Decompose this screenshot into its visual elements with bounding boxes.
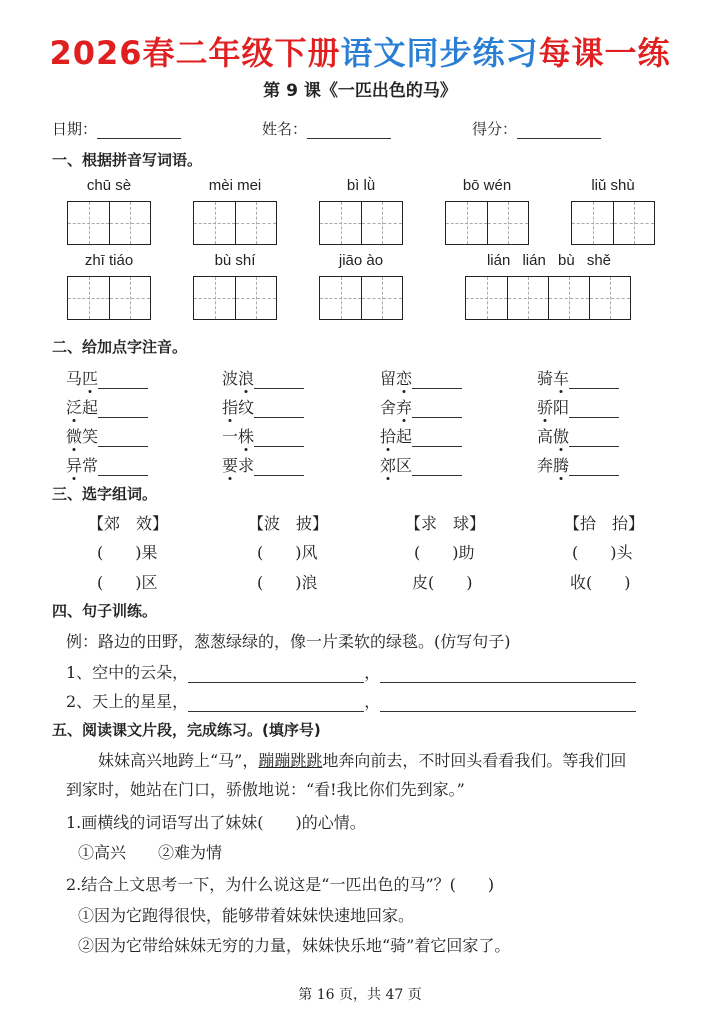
phonetic-item: 泛起 [66, 395, 148, 418]
sentence-item: 2、天上的星星， ， [66, 689, 636, 712]
lesson-subtitle: 第 9 课《一匹出色的马》 [263, 81, 457, 101]
reading-passage-line: 到家时，她站在门口，骄傲地说：“看!我比你们先到家。” [66, 780, 465, 799]
word-blank[interactable]: ( )果 [97, 543, 158, 562]
word-blank[interactable]: ( )区 [97, 573, 158, 592]
choice-pair: 【郊 效】 [88, 514, 169, 533]
phonetic-item: 舍弃 [380, 395, 462, 418]
pinyin-label: liǔ shù [591, 177, 635, 194]
name-label: 姓名： [262, 120, 308, 138]
sentence-blank[interactable] [188, 695, 364, 712]
phonetic-item: 微笑 [66, 424, 148, 447]
word-blank[interactable]: 收( ) [570, 573, 631, 592]
word-blank[interactable]: ( )风 [257, 543, 318, 562]
sentence-blank[interactable] [380, 666, 636, 683]
writing-grid[interactable] [319, 276, 403, 320]
question-2: 2.结合上文思考一下，为什么说这是“一匹出色的马”？( ) [66, 875, 495, 894]
phonetic-item: 拾起 [380, 424, 462, 447]
phonetic-item: 一株 [222, 424, 304, 447]
title-part-grade: 二年级下册 [175, 34, 341, 72]
phonetic-item: 异常 [66, 453, 148, 476]
writing-grid[interactable] [465, 276, 631, 320]
example-sentence: 例：路边的田野，葱葱绿绿的，像一片柔软的绿毯。(仿写句子) [66, 632, 511, 651]
writing-grid[interactable] [67, 201, 151, 245]
phonetic-item: 骄阳 [537, 395, 619, 418]
question-1: 1.画横线的词语写出了妹妹( )的心情。 [66, 813, 366, 832]
section5-heading: 五、阅读课文片段，完成练习。(填序号) [52, 721, 321, 739]
pinyin-label: zhī tiáo [84, 252, 134, 269]
sentence-item: 1、空中的云朵， ， [66, 660, 636, 683]
question-1-options: ①高兴 ②难为情 [78, 843, 223, 862]
pinyin-label: bì lǜ [346, 177, 376, 194]
writing-grid[interactable] [193, 201, 277, 245]
phonetic-item: 波浪 [222, 366, 304, 389]
choice-pair: 【拾 抬】 [564, 514, 645, 533]
title-part-year: 2026春 [49, 34, 176, 72]
word-blank[interactable]: ( )助 [414, 543, 475, 562]
question-2-option-2: ②因为它带给妹妹无穷的力量，妹妹快乐地“骑”着它回家了。 [78, 936, 511, 955]
phonetic-item: 高傲 [537, 424, 619, 447]
pinyin-label: lián lián bù shě [486, 252, 612, 269]
phonetic-item: 骑车 [537, 366, 619, 389]
name-blank[interactable] [307, 122, 391, 139]
score-label: 得分： [472, 120, 518, 138]
phonetic-item: 指纹 [222, 395, 304, 418]
pinyin-label: chū sè [86, 177, 132, 194]
writing-grid[interactable] [319, 201, 403, 245]
writing-grid[interactable] [445, 201, 529, 245]
date-label: 日期： [52, 120, 98, 138]
phonetic-item: 马匹 [66, 366, 148, 389]
date-field [52, 118, 181, 139]
pinyin-label: jiāo ào [338, 252, 384, 269]
name-field [262, 118, 391, 139]
title-part-subject: 语文同步练习 [340, 34, 539, 72]
underlined-word: 蹦蹦跳跳 [258, 751, 323, 770]
sentence-blank[interactable] [380, 695, 636, 712]
writing-grid[interactable] [67, 276, 151, 320]
word-blank[interactable]: 皮( ) [412, 573, 473, 592]
question-2-option-1: ①因为它跑得很快，能够带着妹妹快速地回家。 [78, 906, 415, 925]
pinyin-label: bō wén [462, 177, 512, 194]
page-title [0, 28, 720, 74]
phonetic-item: 要求 [222, 453, 304, 476]
score-blank[interactable] [517, 122, 601, 139]
pinyin-label: mèi mei [208, 177, 262, 194]
word-blank[interactable]: ( )头 [572, 543, 633, 562]
phonetic-item: 留恋 [380, 366, 462, 389]
reading-passage-line: 妹妹高兴地跨上“马”，蹦蹦跳跳地奔向前去，不时回头看看我们。等我们回 [98, 751, 627, 770]
phonetic-item: 郊区 [380, 453, 462, 476]
title-part-lesson: 每课一练 [538, 34, 671, 72]
sentence-blank[interactable] [188, 666, 364, 683]
section1-heading: 一、根据拼音写词语。 [52, 151, 203, 169]
section4-heading: 四、句子训练。 [52, 602, 158, 620]
score-field [472, 118, 601, 139]
phonetic-item: 奔腾 [537, 453, 619, 476]
section3-heading: 三、选字组词。 [52, 485, 158, 503]
pinyin-label: bù shí [214, 252, 256, 269]
page-number: 第 16 页，共 47 页 [298, 987, 422, 1003]
date-blank[interactable] [97, 122, 181, 139]
word-blank[interactable]: ( )浪 [257, 573, 318, 592]
choice-pair: 【求 球】 [405, 514, 486, 533]
writing-grid[interactable] [571, 201, 655, 245]
section2-heading: 二、给加点字注音。 [52, 338, 188, 356]
writing-grid[interactable] [193, 276, 277, 320]
choice-pair: 【波 披】 [248, 514, 329, 533]
